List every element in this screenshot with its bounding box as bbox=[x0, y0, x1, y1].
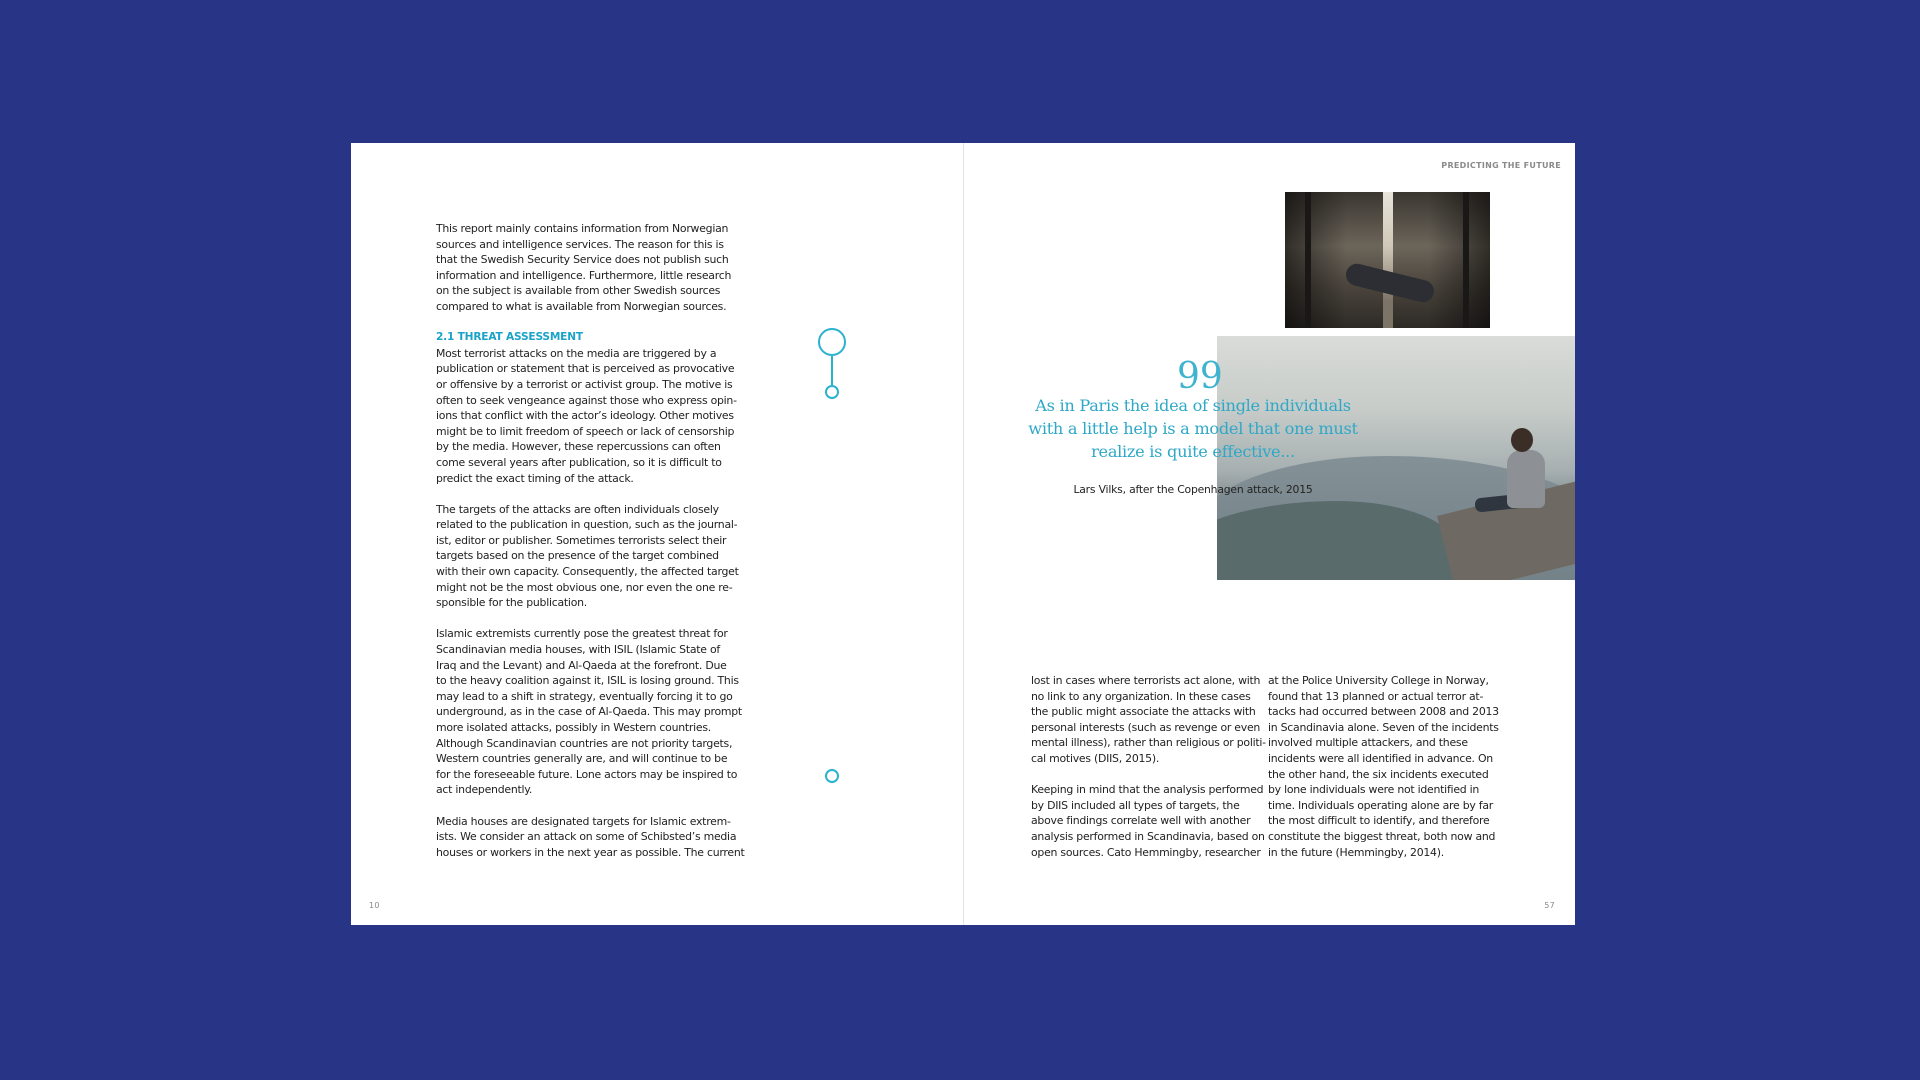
text-line: no link to any organization. In these cases bbox=[1031, 689, 1251, 703]
lone-actors-paragraph bbox=[1031, 673, 1266, 767]
right-column-1 bbox=[1031, 673, 1266, 876]
text-line: on the subject is available from other Swedish sources bbox=[436, 284, 721, 298]
text-line: information and intelligence. Furthermore, little research bbox=[436, 268, 732, 282]
quote-mark-icon: 99 bbox=[1177, 356, 1223, 397]
text-line: act independently. bbox=[436, 783, 533, 797]
text-line: This report mainly contains information from Norwegian bbox=[436, 222, 729, 235]
text-line: the most difficult to identify, and therefore bbox=[1268, 814, 1490, 828]
text-line: incidents were all identified in advance. On bbox=[1268, 751, 1493, 765]
intro-paragraph bbox=[436, 221, 756, 315]
text-line: often to seek vengeance against those who express opin- bbox=[436, 393, 737, 407]
text-line: or offensive by a terrorist or activist group. The motive is bbox=[436, 377, 733, 391]
text-line: may lead to a shift in strategy, eventually forcing it to go bbox=[436, 689, 733, 703]
text-line: Media houses are designated targets for Islamic extrem- bbox=[436, 814, 731, 828]
text-line: might not be the most obvious one, nor even the one re- bbox=[436, 580, 733, 594]
text-line: predict the exact timing of the attack. bbox=[436, 471, 634, 485]
text-line: Although Scandinavian countries are not priority targets, bbox=[436, 736, 733, 750]
text-line: Islamic extremists currently pose the greatest threat for bbox=[436, 627, 728, 641]
hemmingby-paragraph bbox=[1268, 673, 1500, 860]
right-column-2 bbox=[1268, 673, 1500, 876]
text-line: constitute the biggest threat, both now and bbox=[1268, 829, 1496, 843]
text-line: tacks had occurred between 2008 and 2013 bbox=[1268, 705, 1499, 719]
text-line: Most terrorist attacks on the media are triggered by a bbox=[436, 346, 717, 360]
photo-detail bbox=[1507, 450, 1545, 508]
text-line: that the Swedish Security Service does not publish such bbox=[436, 253, 729, 267]
text-line: found that 13 planned or actual terror at- bbox=[1268, 689, 1484, 703]
text-line: cal motives (DIIS, 2015). bbox=[1031, 751, 1160, 765]
pull-quote-line: realize is quite effective... bbox=[1091, 442, 1295, 461]
text-line: open sources. Cato Hemmingby, researcher bbox=[1031, 845, 1261, 859]
text-line: above findings correlate well with another bbox=[1031, 814, 1251, 828]
diis-paragraph bbox=[1031, 782, 1263, 860]
text-line: compared to what is available from Norwegian sources. bbox=[436, 299, 727, 313]
left-page bbox=[351, 143, 963, 925]
left-body-text bbox=[436, 221, 756, 876]
text-line: Keeping in mind that the analysis performed bbox=[1031, 783, 1264, 797]
photo-detail bbox=[1463, 192, 1469, 328]
photo-detail bbox=[1305, 192, 1311, 328]
photo-detail bbox=[1511, 428, 1533, 452]
text-line: analysis performed in Scandinavia, based on bbox=[1031, 829, 1265, 843]
text-line: the public might associate the attacks with bbox=[1031, 705, 1256, 719]
media-houses-paragraph bbox=[436, 814, 756, 861]
photo-detail bbox=[1383, 192, 1393, 328]
text-line: by the media. However, these repercussions can often bbox=[436, 440, 721, 454]
text-line: personal interests (such as revenge or even bbox=[1031, 720, 1261, 734]
text-line: mental illness), rather than religious or politi- bbox=[1031, 736, 1266, 750]
text-line: underground, as in the case of Al-Qaeda. This may prompt bbox=[436, 705, 742, 719]
text-line: for the foreseeable future. Lone actors may be inspired to bbox=[436, 767, 738, 781]
text-line: involved multiple attackers, and these bbox=[1268, 736, 1468, 750]
text-line: more isolated attacks, possibly in Western countries. bbox=[436, 721, 711, 734]
pull-quote-line: As in Paris the idea of single individuals bbox=[1035, 396, 1351, 415]
text-line: the other hand, the six incidents executed bbox=[1268, 767, 1489, 781]
timeline-dot-icon bbox=[825, 769, 839, 783]
threat-paragraph bbox=[436, 346, 756, 486]
text-line: sources and intelligence services. The reason for this is bbox=[436, 237, 724, 251]
pull-quote bbox=[1023, 394, 1363, 463]
text-line: ists. We consider an attack on some of Schibsted’s media bbox=[436, 830, 737, 844]
timeline-dot-icon bbox=[825, 385, 839, 399]
text-line: sponsible for the publication. bbox=[436, 596, 587, 610]
text-line: houses or workers in the next year as possible. The current bbox=[436, 845, 745, 859]
text-line: with their own capacity. Consequently, the affected target bbox=[436, 565, 739, 579]
text-line: publication or statement that is perceived as provocative bbox=[436, 362, 735, 376]
text-line: lost in cases where terrorists act alone, with bbox=[1031, 674, 1261, 687]
text-line: Scandinavian media houses, with ISIL (Islamic State of bbox=[436, 643, 720, 657]
running-head: PREDICTING THE FUTURE bbox=[1441, 161, 1561, 170]
text-line: in the future (Hemmingby, 2014). bbox=[1268, 845, 1444, 859]
train-tracks-photo bbox=[1285, 192, 1490, 328]
text-line: by DIIS included all types of targets, the bbox=[1031, 798, 1240, 812]
right-page bbox=[963, 143, 1575, 925]
text-line: in Scandinavia alone. Seven of the incidents bbox=[1268, 720, 1499, 734]
extremists-paragraph bbox=[436, 626, 756, 798]
text-line: by lone individuals were not identified in bbox=[1268, 783, 1480, 797]
text-line: ist, editor or publisher. Sometimes terrorists select their bbox=[436, 533, 727, 547]
pull-quote-line: with a little help is a model that one must bbox=[1028, 419, 1358, 438]
text-line: ions that conflict with the actor’s ideology. Other motives bbox=[436, 409, 734, 423]
text-line: Iraq and the Levant) and Al-Qaeda at the forefront. Due bbox=[436, 658, 727, 672]
text-line: might be to limit freedom of speech or lack of censorship bbox=[436, 424, 735, 438]
page-number: 57 bbox=[1544, 901, 1555, 910]
text-line: The targets of the attacks are often individuals closely bbox=[436, 502, 719, 516]
timeline-circle-icon bbox=[818, 328, 846, 356]
text-line: targets based on the presence of the target combined bbox=[436, 549, 719, 563]
page-number: 10 bbox=[369, 901, 380, 910]
text-line: at the Police University College in Norway, bbox=[1268, 674, 1489, 687]
magazine-spread bbox=[351, 143, 1575, 925]
text-line: to the heavy coalition against it, ISIL is losing ground. This bbox=[436, 674, 739, 688]
targets-paragraph bbox=[436, 502, 756, 611]
quote-attribution: Lars Vilks, after the Copenhagen attack, 2015 bbox=[1073, 483, 1313, 496]
section-heading: 2.1 THREAT ASSESSMENT bbox=[436, 331, 583, 344]
text-line: Western countries generally are, and will continue to be bbox=[436, 752, 728, 766]
text-line: come several years after publication, so it is difficult to bbox=[436, 455, 722, 469]
text-line: related to the publication in question, such as the journal- bbox=[436, 518, 738, 532]
text-line: time. Individuals operating alone are by far bbox=[1268, 798, 1494, 812]
